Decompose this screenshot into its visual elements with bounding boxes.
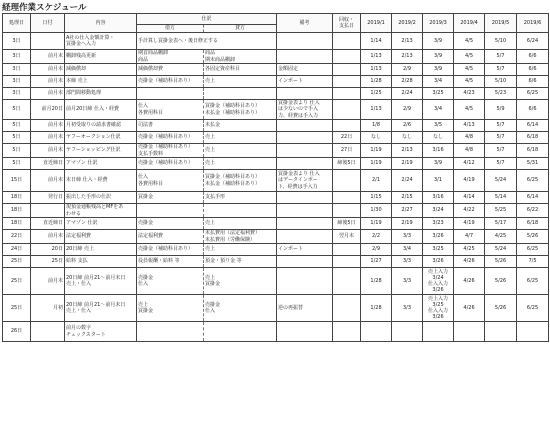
cell-remarks: [277, 268, 333, 295]
cell-month: 4/19: [454, 218, 485, 230]
cell-credit: 買掛金（補助科目あり） 未払金（補助科目あり）: [204, 100, 277, 120]
cell-credit: [204, 322, 277, 342]
cell-month: 2/9: [392, 100, 423, 120]
cell-credit: [204, 204, 277, 218]
cell-month: なし: [361, 132, 392, 144]
header-content: 内容: [65, 14, 137, 33]
cell-payment: [333, 204, 361, 218]
cell-payment: 締後5日: [333, 218, 361, 230]
schedule-table: [2, 13, 549, 342]
cell-remarks: [277, 50, 333, 64]
cell-deadline: 3日: [3, 64, 31, 76]
cell-remarks: インポート: [277, 76, 333, 88]
cell-credit: 売上: [204, 132, 277, 144]
cell-month: 3/3: [392, 295, 423, 322]
cell-payment: [333, 50, 361, 64]
cell-content: ヤフーオークション仕訳: [65, 132, 137, 144]
cell-month: 1/28: [361, 295, 392, 322]
cell-payment: 22日: [333, 132, 361, 144]
cell-month: 5/17: [485, 218, 517, 230]
cell-month: 1/13: [361, 100, 392, 120]
cell-remarks: [277, 230, 333, 244]
cell-content: 法定福利費: [65, 230, 137, 244]
cell-month: 4/7: [454, 230, 485, 244]
cell-date: 前月20日: [31, 100, 65, 120]
cell-date: 25日: [31, 256, 65, 268]
cell-month: 5/14: [485, 192, 517, 204]
cell-content: 末日締 仕入・経費: [65, 170, 137, 192]
cell-month: 4/8: [454, 144, 485, 158]
cell-debit: 売上 買掛金: [137, 295, 204, 322]
cell-month: 1/13: [361, 50, 392, 64]
cell-month: 3/9: [423, 158, 454, 170]
cell-month: 1/15: [361, 192, 392, 204]
cell-date: 前月末: [31, 50, 65, 64]
cell-date: 前月末: [31, 268, 65, 295]
cell-debit: 買掛金: [137, 192, 204, 204]
cell-month: 3/24: [423, 204, 454, 218]
cell-debit: 売掛金 仕入: [137, 268, 204, 295]
cell-month: 1/19: [361, 218, 392, 230]
cell-month: 3/26: [423, 230, 454, 244]
header-month: 2019/6: [517, 14, 549, 33]
cell-deadline: 3日: [3, 50, 31, 64]
cell-payment: 翌月末: [333, 230, 361, 244]
cell-debit: [137, 322, 204, 342]
cell-month: 3/16: [423, 144, 454, 158]
cell-payment: [333, 322, 361, 342]
cell-payment: [333, 100, 361, 120]
cell-content: 現預金通帳残高とMFをあ わせる: [65, 204, 137, 218]
cell-debit: [137, 88, 204, 100]
cell-debit: 仕入 各費用科目: [137, 170, 204, 192]
cell-month: 2/13: [392, 50, 423, 64]
cell-content: 20日締 前月21〜前月末日 売上・仕入: [65, 268, 137, 295]
cell-debit: 司法書: [137, 120, 204, 132]
cell-debit: 役員報酬・給料 等: [137, 256, 204, 268]
cell-credit: 商品 期末商品棚卸: [204, 50, 277, 64]
cell-credit: 各固定資産科目: [204, 64, 277, 76]
cell-content: 月初受取りの請求書確認: [65, 120, 137, 132]
cell-month: 4/22: [454, 204, 485, 218]
cell-month: 6/18: [517, 144, 549, 158]
cell-payment: [333, 192, 361, 204]
cell-month: 3/9: [423, 50, 454, 64]
cell-payment: [333, 88, 361, 100]
cell-month: 2/19: [392, 158, 423, 170]
cell-deadline: 24日: [3, 244, 31, 256]
cell-month: 5/24: [485, 170, 517, 192]
cell-month: 6/6: [517, 50, 549, 64]
cell-month: 5/7: [485, 120, 517, 132]
cell-date: 発行日: [31, 192, 65, 204]
cell-month: 6/24: [517, 33, 549, 50]
cell-content: 振出した手形の仕訳: [65, 192, 137, 204]
cell-deadline: 3日: [3, 33, 31, 50]
cell-month: 6/25: [517, 170, 549, 192]
table-row: [3, 50, 549, 64]
cell-remarks: [277, 120, 333, 132]
cell-date: [31, 322, 65, 342]
table-row: [3, 64, 549, 76]
cell-debit: 期首商品棚卸 商品: [137, 50, 204, 64]
cell-date: [31, 33, 65, 50]
table-row: [3, 268, 549, 295]
cell-month: 3/3: [392, 268, 423, 295]
cell-content: 20日締 前月21〜前月末日 売上・仕入: [65, 295, 137, 322]
table-row: [3, 33, 549, 50]
cell-payment: [333, 33, 361, 50]
cell-credit: 未払費用（法定福利費） 未払費用（労働保険）: [204, 230, 277, 244]
cell-month: 1/14: [361, 33, 392, 50]
cell-remarks: [277, 158, 333, 170]
cell-month: 2/27: [392, 204, 423, 218]
cell-month: 4/26: [454, 256, 485, 268]
cell-date: 前月末: [31, 76, 65, 88]
cell-remarks: 金額固定: [277, 64, 333, 76]
cell-debit: 売掛金（補助科目あり）: [137, 244, 204, 256]
cell-month: 3/5: [423, 120, 454, 132]
cell-month: 1/28: [361, 268, 392, 295]
cell-month: 5/7: [485, 64, 517, 76]
cell-month: 売上入力 3/24 仕入入力 3/26: [423, 268, 454, 295]
cell-date: 前月末: [31, 120, 65, 132]
cell-credit: 売上: [204, 144, 277, 158]
cell-month: 1/19: [361, 158, 392, 170]
cell-content: 前月の数字 チェックスタート: [65, 322, 137, 342]
table-row: [3, 170, 549, 192]
cell-month: 2/15: [392, 192, 423, 204]
cell-remarks: インポート: [277, 244, 333, 256]
cell-month: 1/28: [361, 76, 392, 88]
page-title: 経理作業スケジュール: [2, 3, 87, 13]
cell-deadline: 26日: [3, 322, 31, 342]
cell-month: 5/7: [485, 132, 517, 144]
cell-month: 2/19: [392, 218, 423, 230]
cell-date: 直近締日: [31, 218, 65, 230]
cell-date: 20日: [31, 244, 65, 256]
cell-month: 6/6: [517, 76, 549, 88]
cell-month: 6/25: [517, 268, 549, 295]
cell-debit: 売掛金（補助科目あり）: [137, 132, 204, 144]
cell-month: 6/25: [517, 88, 549, 100]
cell-deadline: 5日: [3, 100, 31, 120]
cell-month: 2/9: [392, 64, 423, 76]
cell-month: [517, 322, 549, 342]
cell-month: 4/5: [454, 76, 485, 88]
cell-debit: 法定福利費: [137, 230, 204, 244]
table-row: [3, 158, 549, 170]
cell-month: [454, 322, 485, 342]
cell-month: [423, 322, 454, 342]
cell-month: 5/9: [485, 100, 517, 120]
cell-month: 5/31: [517, 158, 549, 170]
cell-payment: [333, 64, 361, 76]
cell-month: 6/14: [517, 192, 549, 204]
cell-month: 1/8: [361, 120, 392, 132]
cell-credit: 売上: [204, 76, 277, 88]
cell-month: 5/26: [517, 230, 549, 244]
cell-remarks: [277, 88, 333, 100]
header-month: 2019/3: [423, 14, 454, 33]
cell-remarks: [277, 256, 333, 268]
cell-month: 4/23: [454, 88, 485, 100]
cell-remarks: [277, 192, 333, 204]
cell-month: 3/16: [423, 192, 454, 204]
cell-month: 6/14: [517, 120, 549, 132]
cell-date: 前月末: [31, 132, 65, 144]
cell-content: 減価償却: [65, 64, 137, 76]
cell-month: 2/2: [361, 230, 392, 244]
cell-month: 売上入力 3/25 仕入入力 3/26: [423, 295, 454, 322]
cell-deadline: 3日: [3, 76, 31, 88]
cell-month: 2/6: [392, 120, 423, 132]
cell-debit: 売掛金（補助科目あり）: [137, 158, 204, 170]
cell-date: 前月末: [31, 230, 65, 244]
table-row: [3, 322, 549, 342]
cell-month: 4/8: [454, 132, 485, 144]
cell-month: 5/26: [485, 268, 517, 295]
cell-remarks: [277, 218, 333, 230]
cell-payment: [333, 268, 361, 295]
table-row: [3, 192, 549, 204]
cell-month: 3/25: [423, 88, 454, 100]
cell-month: 4/5: [454, 33, 485, 50]
cell-credit: 買掛金（補助科目あり） 未払金（補助科目あり）: [204, 170, 277, 192]
table-row: [3, 295, 549, 322]
cell-date: 月初: [31, 295, 65, 322]
cell-month: 4/25: [485, 230, 517, 244]
cell-month: [485, 322, 517, 342]
cell-content: 本締 売上: [65, 76, 137, 88]
cell-month: 2/24: [392, 170, 423, 192]
cell-month: 5/10: [485, 33, 517, 50]
cell-month: 6/22: [517, 204, 549, 218]
cell-month: 5/7: [485, 158, 517, 170]
cell-month: [392, 322, 423, 342]
cell-month: 3/4: [392, 244, 423, 256]
cell-month: 2/1: [361, 170, 392, 192]
cell-month: 1/13: [361, 64, 392, 76]
cell-month: 5/7: [485, 144, 517, 158]
cell-month: 5/23: [485, 88, 517, 100]
cell-credit: [204, 88, 277, 100]
cell-month: 3/1: [423, 170, 454, 192]
cell-month: 3/3: [392, 230, 423, 244]
cell-deadline: 25日: [3, 268, 31, 295]
cell-month: 2/28: [392, 76, 423, 88]
cell-month: 7/5: [517, 256, 549, 268]
cell-content: A社の仕入金額計算・ 買掛金へ入力: [65, 33, 137, 50]
table-row: [3, 120, 549, 132]
cell-content: ヤフーショッピング仕訳: [65, 144, 137, 158]
cell-month: 4/12: [454, 158, 485, 170]
cell-credit: 未払金: [204, 120, 277, 132]
cell-payment: 締後5日: [333, 158, 361, 170]
cell-date: 前月末: [31, 170, 65, 192]
cell-month: 4/19: [454, 170, 485, 192]
cell-month: なし: [392, 132, 423, 144]
cell-month: 2/13: [392, 33, 423, 50]
cell-date: 前月末: [31, 88, 65, 100]
cell-payment: [333, 120, 361, 132]
cell-month: 6/6: [517, 100, 549, 120]
cell-month: 6/18: [517, 218, 549, 230]
cell-remarks: [277, 33, 333, 50]
cell-date: 前月末: [31, 144, 65, 158]
cell-date: [31, 204, 65, 218]
table-row: [3, 132, 549, 144]
cell-credit: 売上 買掛金: [204, 268, 277, 295]
table-row: [3, 88, 549, 100]
header-month: 2019/5: [485, 14, 517, 33]
cell-credit: 売上: [204, 218, 277, 230]
cell-content: 20日締 売上: [65, 244, 137, 256]
cell-month: 1/25: [361, 88, 392, 100]
cell-remarks: [277, 132, 333, 144]
cell-month: 6/25: [517, 295, 549, 322]
cell-debit: 手計算し買掛金表へ・後日修正する: [137, 33, 277, 50]
cell-month: 4/5: [454, 50, 485, 64]
table-row: [3, 100, 549, 120]
table-row: [3, 256, 549, 268]
cell-date: 前月末: [31, 64, 65, 76]
header-month: 2019/4: [454, 14, 485, 33]
header-month: 2019/1: [361, 14, 392, 33]
cell-deadline: 5日: [3, 158, 31, 170]
cell-month: 5/25: [485, 204, 517, 218]
cell-deadline: 22日: [3, 230, 31, 244]
cell-month: 3/4: [423, 100, 454, 120]
cell-month: 6/25: [517, 244, 549, 256]
cell-deadline: 18日: [3, 218, 31, 230]
cell-month: 5/7: [485, 50, 517, 64]
cell-credit: 売掛金 仕入: [204, 295, 277, 322]
cell-payment: [333, 170, 361, 192]
cell-month: 3/25: [423, 244, 454, 256]
table-row: [3, 76, 549, 88]
cell-remarks: 逆の再振替: [277, 295, 333, 322]
cell-debit: 売掛金（補助科目あり） 支払手数料: [137, 144, 204, 158]
cell-payment: 27日: [333, 144, 361, 158]
header-deadline: 処理日: [3, 14, 31, 33]
cell-debit: 売掛金: [137, 218, 204, 230]
cell-deadline: 25日: [3, 295, 31, 322]
cell-month: なし: [423, 132, 454, 144]
cell-debit: 売掛金（補助科目あり）: [137, 76, 204, 88]
table-row: [3, 218, 549, 230]
cell-credit: 売上: [204, 244, 277, 256]
cell-debit: 減価償却費: [137, 64, 204, 76]
cell-month: 4/26: [454, 295, 485, 322]
cell-remarks: [277, 204, 333, 218]
cell-payment: [333, 76, 361, 88]
cell-date: 直近締日: [31, 158, 65, 170]
cell-deadline: 5日: [3, 132, 31, 144]
cell-month: 4/5: [454, 100, 485, 120]
table-row: [3, 144, 549, 158]
cell-payment: [333, 244, 361, 256]
cell-month: 1/30: [361, 204, 392, 218]
cell-content: 棚卸残高更新: [65, 50, 137, 64]
cell-credit: 支払手形: [204, 192, 277, 204]
cell-month: 2/13: [392, 144, 423, 158]
cell-month: 1/19: [361, 144, 392, 158]
table-row: [3, 244, 549, 256]
cell-deadline: 5日: [3, 120, 31, 132]
cell-month: 2/24: [392, 88, 423, 100]
cell-deadline: 5日: [3, 144, 31, 158]
cell-remarks: [277, 322, 333, 342]
cell-month: 4/25: [454, 244, 485, 256]
cell-remarks: 買掛金表より 仕入 は少ないので手入 力、経費は手入力: [277, 100, 333, 120]
cell-month: 4/5: [454, 64, 485, 76]
cell-content: アマゾン 仕訳: [65, 158, 137, 170]
table-row: [3, 204, 549, 218]
cell-debit: 仕入 各費用科目: [137, 100, 204, 120]
cell-month: 3/23: [423, 218, 454, 230]
header-credit: 貸方: [204, 25, 277, 33]
table-row: [3, 230, 549, 244]
cell-month: 4/14: [454, 192, 485, 204]
cell-month: 5/10: [485, 76, 517, 88]
cell-content: 給料 支払: [65, 256, 137, 268]
cell-month: 6/6: [517, 64, 549, 76]
header-remarks: 備考: [277, 14, 333, 33]
header-month: 2019/2: [392, 14, 423, 33]
header-debit: 借方: [137, 25, 204, 33]
cell-deadline: 3日: [3, 88, 31, 100]
cell-content: 前月20日締 仕入・経費: [65, 100, 137, 120]
cell-content: アマゾン 仕訳: [65, 218, 137, 230]
cell-month: 3/4: [423, 76, 454, 88]
cell-credit: 預金・預り金 等: [204, 256, 277, 268]
cell-payment: [333, 295, 361, 322]
header-payment: 回収・ 支払日: [333, 14, 361, 33]
cell-credit: 売上: [204, 158, 277, 170]
cell-month: 3/9: [423, 33, 454, 50]
cell-deadline: 18日: [3, 192, 31, 204]
cell-month: 5/24: [485, 244, 517, 256]
cell-month: 4/13: [454, 120, 485, 132]
cell-deadline: 25日: [3, 256, 31, 268]
header-date: 日付: [31, 14, 65, 33]
cell-deadline: 18日: [3, 204, 31, 218]
cell-month: 5/26: [485, 295, 517, 322]
cell-month: 3/9: [423, 64, 454, 76]
cell-remarks: 買掛金表より 仕入 はデータインポー ト、経費は手入力: [277, 170, 333, 192]
cell-content: 部門間移動処理: [65, 88, 137, 100]
header-journal: 仕訳: [137, 14, 277, 25]
cell-month: 2/9: [361, 244, 392, 256]
cell-month: 4/26: [454, 268, 485, 295]
cell-remarks: [277, 144, 333, 158]
cell-month: 6/18: [517, 132, 549, 144]
cell-payment: [333, 256, 361, 268]
cell-month: [361, 322, 392, 342]
cell-month: 3/26: [423, 256, 454, 268]
cell-debit: [137, 204, 204, 218]
cell-month: 5/26: [485, 256, 517, 268]
cell-month: 1/27: [361, 256, 392, 268]
cell-month: 3/3: [392, 256, 423, 268]
cell-deadline: 15日: [3, 170, 31, 192]
